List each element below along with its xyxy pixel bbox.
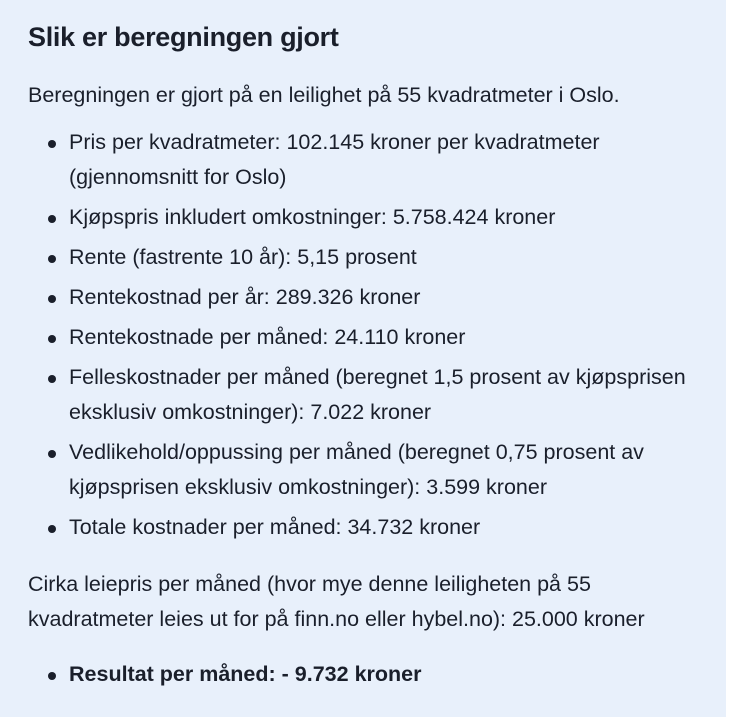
cost-item-price-per-sqm: Pris per kvadratmeter: 102.145 kroner per kvadratmeter (gjennomsnitt for Oslo)	[28, 125, 719, 195]
cost-item-common-costs: Felleskostnader per måned (beregnet 1,5 prosent av kjøpsprisen eksklusiv omkostninger): 7.022 kroner	[28, 360, 719, 430]
factbox-title: Slik er beregningen gjort	[28, 22, 339, 52]
cost-item-maintenance: Vedlikehold/oppussing per måned (beregnet 0,75 prosent av kjøpsprisen eksklusiv omkostninger): 3.599 kroner	[28, 435, 719, 505]
cost-item-total: Totale kostnader per måned: 34.732 kroner	[28, 510, 719, 545]
result-per-month: Resultat per måned: - 9.732 kroner	[28, 657, 726, 692]
cost-item-interest-per-year: Rentekostnad per år: 289.326 kroner	[28, 280, 719, 315]
cost-item-interest-rate: Rente (fastrente 10 år): 5,15 prosent	[28, 240, 719, 275]
cost-list	[28, 125, 726, 545]
cost-item-interest-per-month: Rentekostnade per måned: 24.110 kroner	[28, 320, 719, 355]
result-list	[28, 657, 726, 692]
cost-item-purchase-price: Kjøpspris inkludert omkostninger: 5.758.424 kroner	[28, 200, 719, 235]
rent-estimate-text: Cirka leiepris per måned (hvor mye denne leiligheten på 55 kvadratmeter leies ut for på finn.no eller hybel.no): 25.000 kroner	[28, 572, 645, 631]
intro-text: Beregningen er gjort på en leilighet på 55 kvadratmeter i Oslo.	[28, 83, 620, 107]
